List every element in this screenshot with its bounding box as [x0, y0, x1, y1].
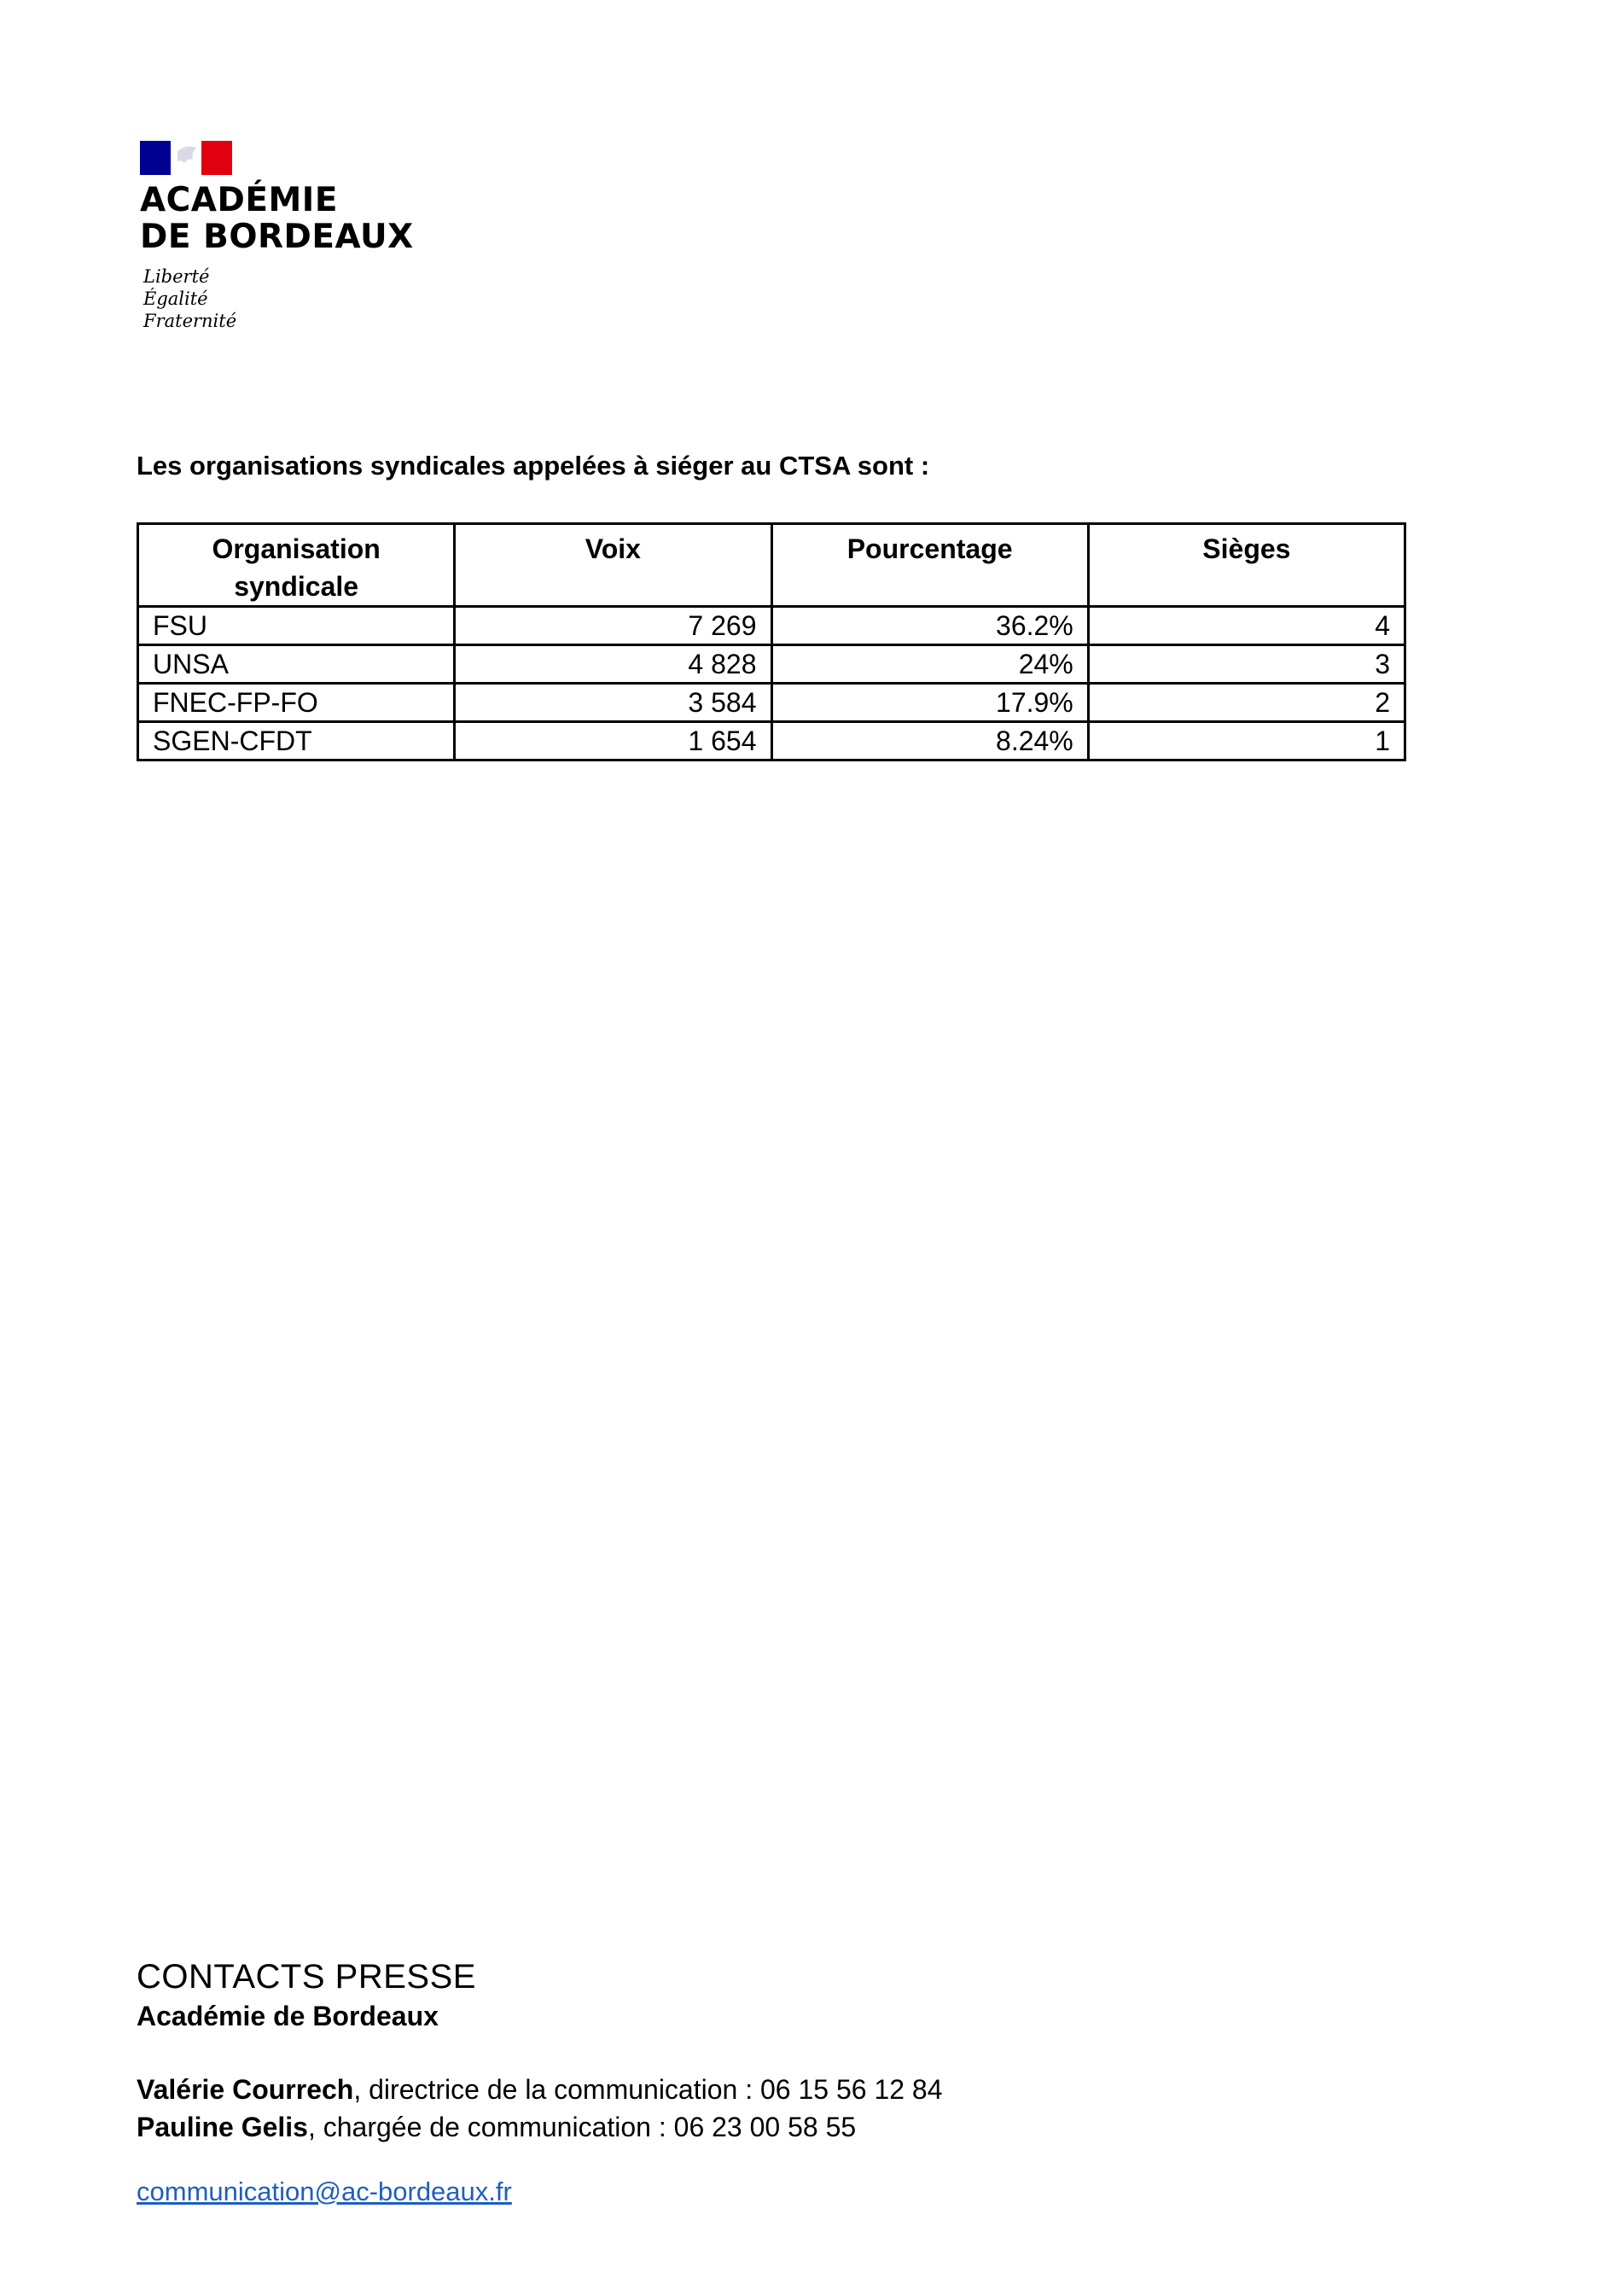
cell-sieges: 2	[1088, 684, 1405, 722]
contact-name: Pauline Gelis	[137, 2112, 308, 2142]
cell-org: FSU	[138, 607, 455, 645]
header-sieges: Sièges	[1088, 524, 1405, 607]
header-voix: Voix	[455, 524, 771, 607]
table-row	[138, 684, 1405, 722]
academie-logo	[140, 141, 414, 332]
cell-org: SGEN-CFDT	[138, 722, 455, 760]
cell-pourcentage: 36.2%	[771, 607, 1088, 645]
cell-voix: 1 654	[455, 722, 771, 760]
contact-name: Valérie Courrech	[137, 2074, 354, 2105]
cell-sieges: 1	[1088, 722, 1405, 760]
header-organisation	[138, 524, 455, 607]
press-contacts	[137, 1956, 943, 2207]
table-row	[138, 722, 1405, 760]
marianne-flag-icon	[140, 141, 232, 175]
table-row	[138, 607, 1405, 645]
contact-list	[137, 2071, 943, 2146]
motto-egalite: Égalité	[143, 288, 208, 309]
header-organisation-line-2: syndicale	[234, 571, 359, 602]
header-organisation-line-1: Organisation	[212, 533, 381, 564]
logo-line-1: ACADÉMIE	[140, 181, 338, 219]
contact-detail: , chargée de communication : 06 23 00 58 55	[307, 2112, 857, 2142]
cell-pourcentage: 8.24%	[771, 722, 1088, 760]
contact-valerie-courrech	[137, 2071, 943, 2108]
contacts-title: CONTACTS PRESSE	[137, 1958, 476, 1996]
cell-org: UNSA	[138, 645, 455, 684]
header-pourcentage: Pourcentage	[771, 524, 1088, 607]
cell-org: FNEC-FP-FO	[138, 684, 455, 722]
cell-sieges: 3	[1088, 645, 1405, 684]
contact-detail: , directrice de la communication : 06 15 56 12 84	[353, 2074, 943, 2105]
results-table	[137, 522, 1406, 761]
motto-liberte: Liberté	[143, 266, 210, 287]
republic-motto	[143, 265, 414, 332]
contact-pauline-gelis	[137, 2108, 943, 2146]
cell-pourcentage: 24%	[771, 645, 1088, 684]
cell-pourcentage: 17.9%	[771, 684, 1088, 722]
contacts-organisation: Académie de Bordeaux	[137, 2001, 439, 2031]
email-link[interactable]: communication@ac-bordeaux.fr	[137, 2177, 512, 2206]
cell-sieges: 4	[1088, 607, 1405, 645]
logo-title	[140, 182, 414, 255]
intro-text: Les organisations syndicales appelées à siéger au CTSA sont :	[137, 451, 930, 481]
cell-voix: 3 584	[455, 684, 771, 722]
logo-line-2: DE BORDEAUX	[140, 218, 414, 256]
table-header-row	[138, 524, 1405, 607]
table-row	[138, 645, 1405, 684]
cell-voix: 4 828	[455, 645, 771, 684]
motto-fraternite: Fraternité	[143, 311, 237, 331]
cell-voix: 7 269	[455, 607, 771, 645]
